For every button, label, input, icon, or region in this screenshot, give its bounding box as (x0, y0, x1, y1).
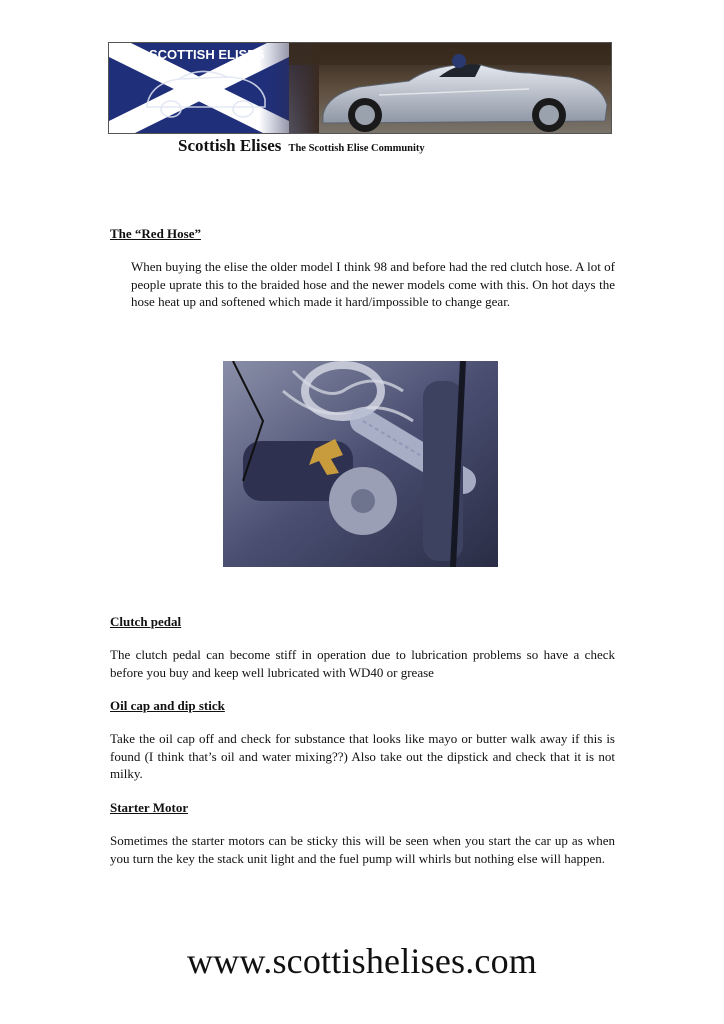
heading-starter-motor: Starter Motor (110, 800, 189, 815)
engine-bay-photo (223, 361, 498, 567)
paragraph-oil-cap: Take the oil cap off and check for substance that looks like mayo or butter walk away if this is found (I think that’s oil and water mixing??) Also take out the dipstick and check that it is not milky. (110, 731, 615, 782)
banner-logo-text: SCOTTISH ELISES (149, 47, 265, 62)
header-banner (108, 42, 612, 134)
paragraph-clutch-pedal: The clutch pedal can become stiff in operation due to lubrication problems so have a check before you buy and keep well lubricated with WD40 or grease (110, 647, 615, 680)
heading-clutch-pedal: Clutch pedal (110, 614, 182, 629)
footer-website-url: www.scottishelises.com (186, 941, 538, 981)
brand-line (178, 136, 425, 156)
brand-tagline: The Scottish Elise Community (288, 143, 425, 154)
heading-oil-cap: Oil cap and dip stick (110, 698, 225, 713)
brand-name: Scottish Elises (178, 136, 282, 155)
paragraph-red-hose: When buying the elise the older model I think 98 and before had the red clutch hose. A lot of people uprate this to the braided hose and the newer models come with this. On hot days the hose heat up and softened which made it hard/impossible to change gear. (131, 259, 615, 310)
heading-red-hose: The “Red Hose” (110, 226, 201, 241)
paragraph-starter-motor: Sometimes the starter motors can be sticky this will be seen when you start the car up as when you turn the key the stack unit light and the fuel pump will whirls but nothing else will happen. (110, 833, 615, 866)
